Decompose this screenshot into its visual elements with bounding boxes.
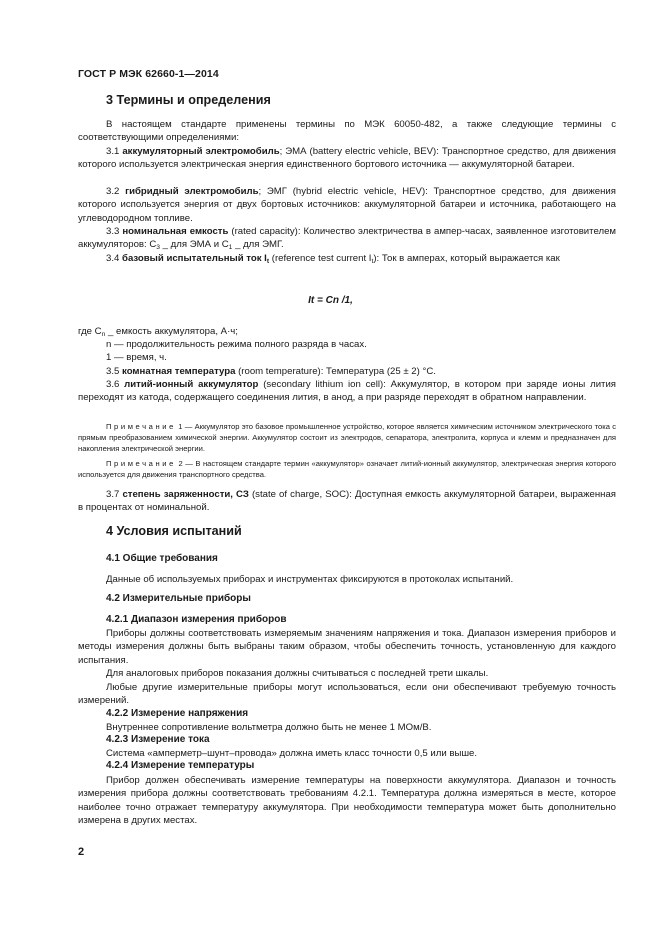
section-4-2-1-heading: 4.2.1 Диапазон измерения приборов — [106, 614, 287, 625]
term-3-7: 3.7 степень заряженности, СЗ (state of charge, SOC): Доступная емкость аккумуляторной батареи, выраженная в процентах от номинальной. — [78, 489, 616, 514]
section-4-2-1-p3: Любые другие измерительные приборы могут использоваться, если они обеспечивают требуемую точность измерений. — [78, 682, 616, 707]
section-4-2-2-text: Внутреннее сопротивление вольтметра должно быть не менее 1 МОм/В. — [106, 722, 432, 733]
section-4-2-1-p2: Для аналоговых приборов показания должны считываться с последней трети шкалы. — [106, 668, 489, 679]
term-3-1-name: аккумуляторный электромобиль — [122, 146, 280, 157]
term-3-5-name: комнатная температура — [122, 366, 236, 377]
section-4-2-heading: 4.2 Измерительные приборы — [106, 593, 251, 604]
term-3-6-name: литий-ионный аккумулятор — [124, 379, 259, 390]
section-4-2-4-text: Прибор должен обеспечивать измерение температуры на поверхности аккумулятора. Диапазон и точность измерения прибора должны соответствовать требованиям 4.2.1. Температура должна измеряться в месте, которое наиболее точно отражает температуру аккумулятора. При необходимости температура может быть дополнительно измерена в других местах. — [78, 775, 616, 826]
note-2-label: Примечание — [106, 459, 176, 468]
page-number: 2 — [78, 846, 85, 858]
section-3-heading: 3 Термины и определения — [106, 93, 271, 107]
formula: It = Cn /1, — [308, 295, 353, 306]
formula-where: где $C_n$ _ емкость аккумулятора, А·ч; — [78, 326, 238, 338]
section-4-2-3-text: Система «амперметр–шунт–провода» должна иметь класс точности 0,5 или выше. — [106, 748, 478, 759]
term-3-7-name: степень заряженности, СЗ — [122, 489, 249, 500]
section-4-heading: 4 Условия испытаний — [106, 524, 242, 538]
term-3-3-name: номинальная емкость — [122, 226, 229, 237]
section-3-intro: В настоящем стандарте применены термины по МЭК 60050-482, а также следующие термины с соответствующими определениями: — [78, 119, 616, 144]
formula-where-1: 1 — время, ч. — [106, 352, 167, 363]
term-3-2: 3.2 гибридный электромобиль; ЭМГ (hybrid electric vehicle, HEV): Транспортное средство, для движения которого используется энергия от двух бортовых источников: аккумуляторной батареи и источника, работающего на углеводородном топливе. — [78, 186, 616, 224]
term-3-3: 3.3 номинальная емкость (rated capacity): Количество электричества в ампер-часах, заявленное изготовителем аккумуляторов: $C_3$ _ для ЭМА и $C_1$ _ для ЭМГ. — [78, 226, 617, 252]
note-1: Примечание 1 — Аккумулятор это базовое промышленное устройство, которое является химическим источником электрического тока с прямым преобразованием химической энергии. Аккумулятор состоит из электродов, сепаратора, электролита, корпуса и клемм и предназначен для накопления электрической энергии. — [78, 422, 616, 454]
formula-where-n: n — продолжительность режима полного разряда в часах. — [106, 339, 367, 350]
section-4-2-2-heading: 4.2.2 Измерение напряжения — [106, 708, 249, 719]
term-3-6: 3.6 литий-ионный аккумулятор (secondary lithium ion cell): Аккумулятор, в котором при заряде ионы лития переходят из катода, содержащего соединения лития, в анод, а при разряде переходят в обратном направлении. — [78, 379, 616, 404]
term-3-4: 3.4 базовый испытательный ток $I_t$ (reference test current $I_t$): Ток в амперах, который выражается как — [106, 253, 560, 265]
term-3-4-name: базовый испытательный ток $I_t$ — [122, 253, 270, 265]
section-4-1-heading: 4.1 Общие требования — [106, 553, 218, 564]
standard-header: ГОСТ Р МЭК 62660-1—2014 — [78, 68, 219, 80]
section-4-1-text: Данные об используемых приборах и инструментах фиксируются в протоколах испытаний. — [106, 574, 514, 585]
section-4-2-4-heading: 4.2.4 Измерение температуры — [106, 760, 255, 771]
note-2: Примечание 2 — В настоящем стандарте термин «аккумулятор» означает литий-ионный аккумулятор, электрическая энергия которого используется для движения транспортного средства. — [78, 459, 616, 480]
term-3-5: 3.5 комнатная температура (room temperature): Температура (25 ± 2) °С. — [106, 366, 436, 377]
note-1-label: Примечание — [106, 422, 176, 431]
term-3-1: 3.1 аккумуляторный электромобиль; ЭМА (battery electric vehicle, BEV): Транспортное средство, для движения которого используется электрическая энергия единственного бортового источника — аккумуляторной батареи. — [78, 146, 617, 171]
section-4-2-1-p1: Приборы должны соответствовать измеряемым значениям напряжения и тока. Диапазон измерения приборов и методы измерения должны быть выбраны таким образом, чтобы обеспечить точность, установленную для каждого испытания. — [78, 628, 616, 666]
section-4-2-3-heading: 4.2.3 Измерение тока — [106, 734, 210, 745]
term-3-2-name: гибридный электромобиль — [125, 186, 259, 197]
